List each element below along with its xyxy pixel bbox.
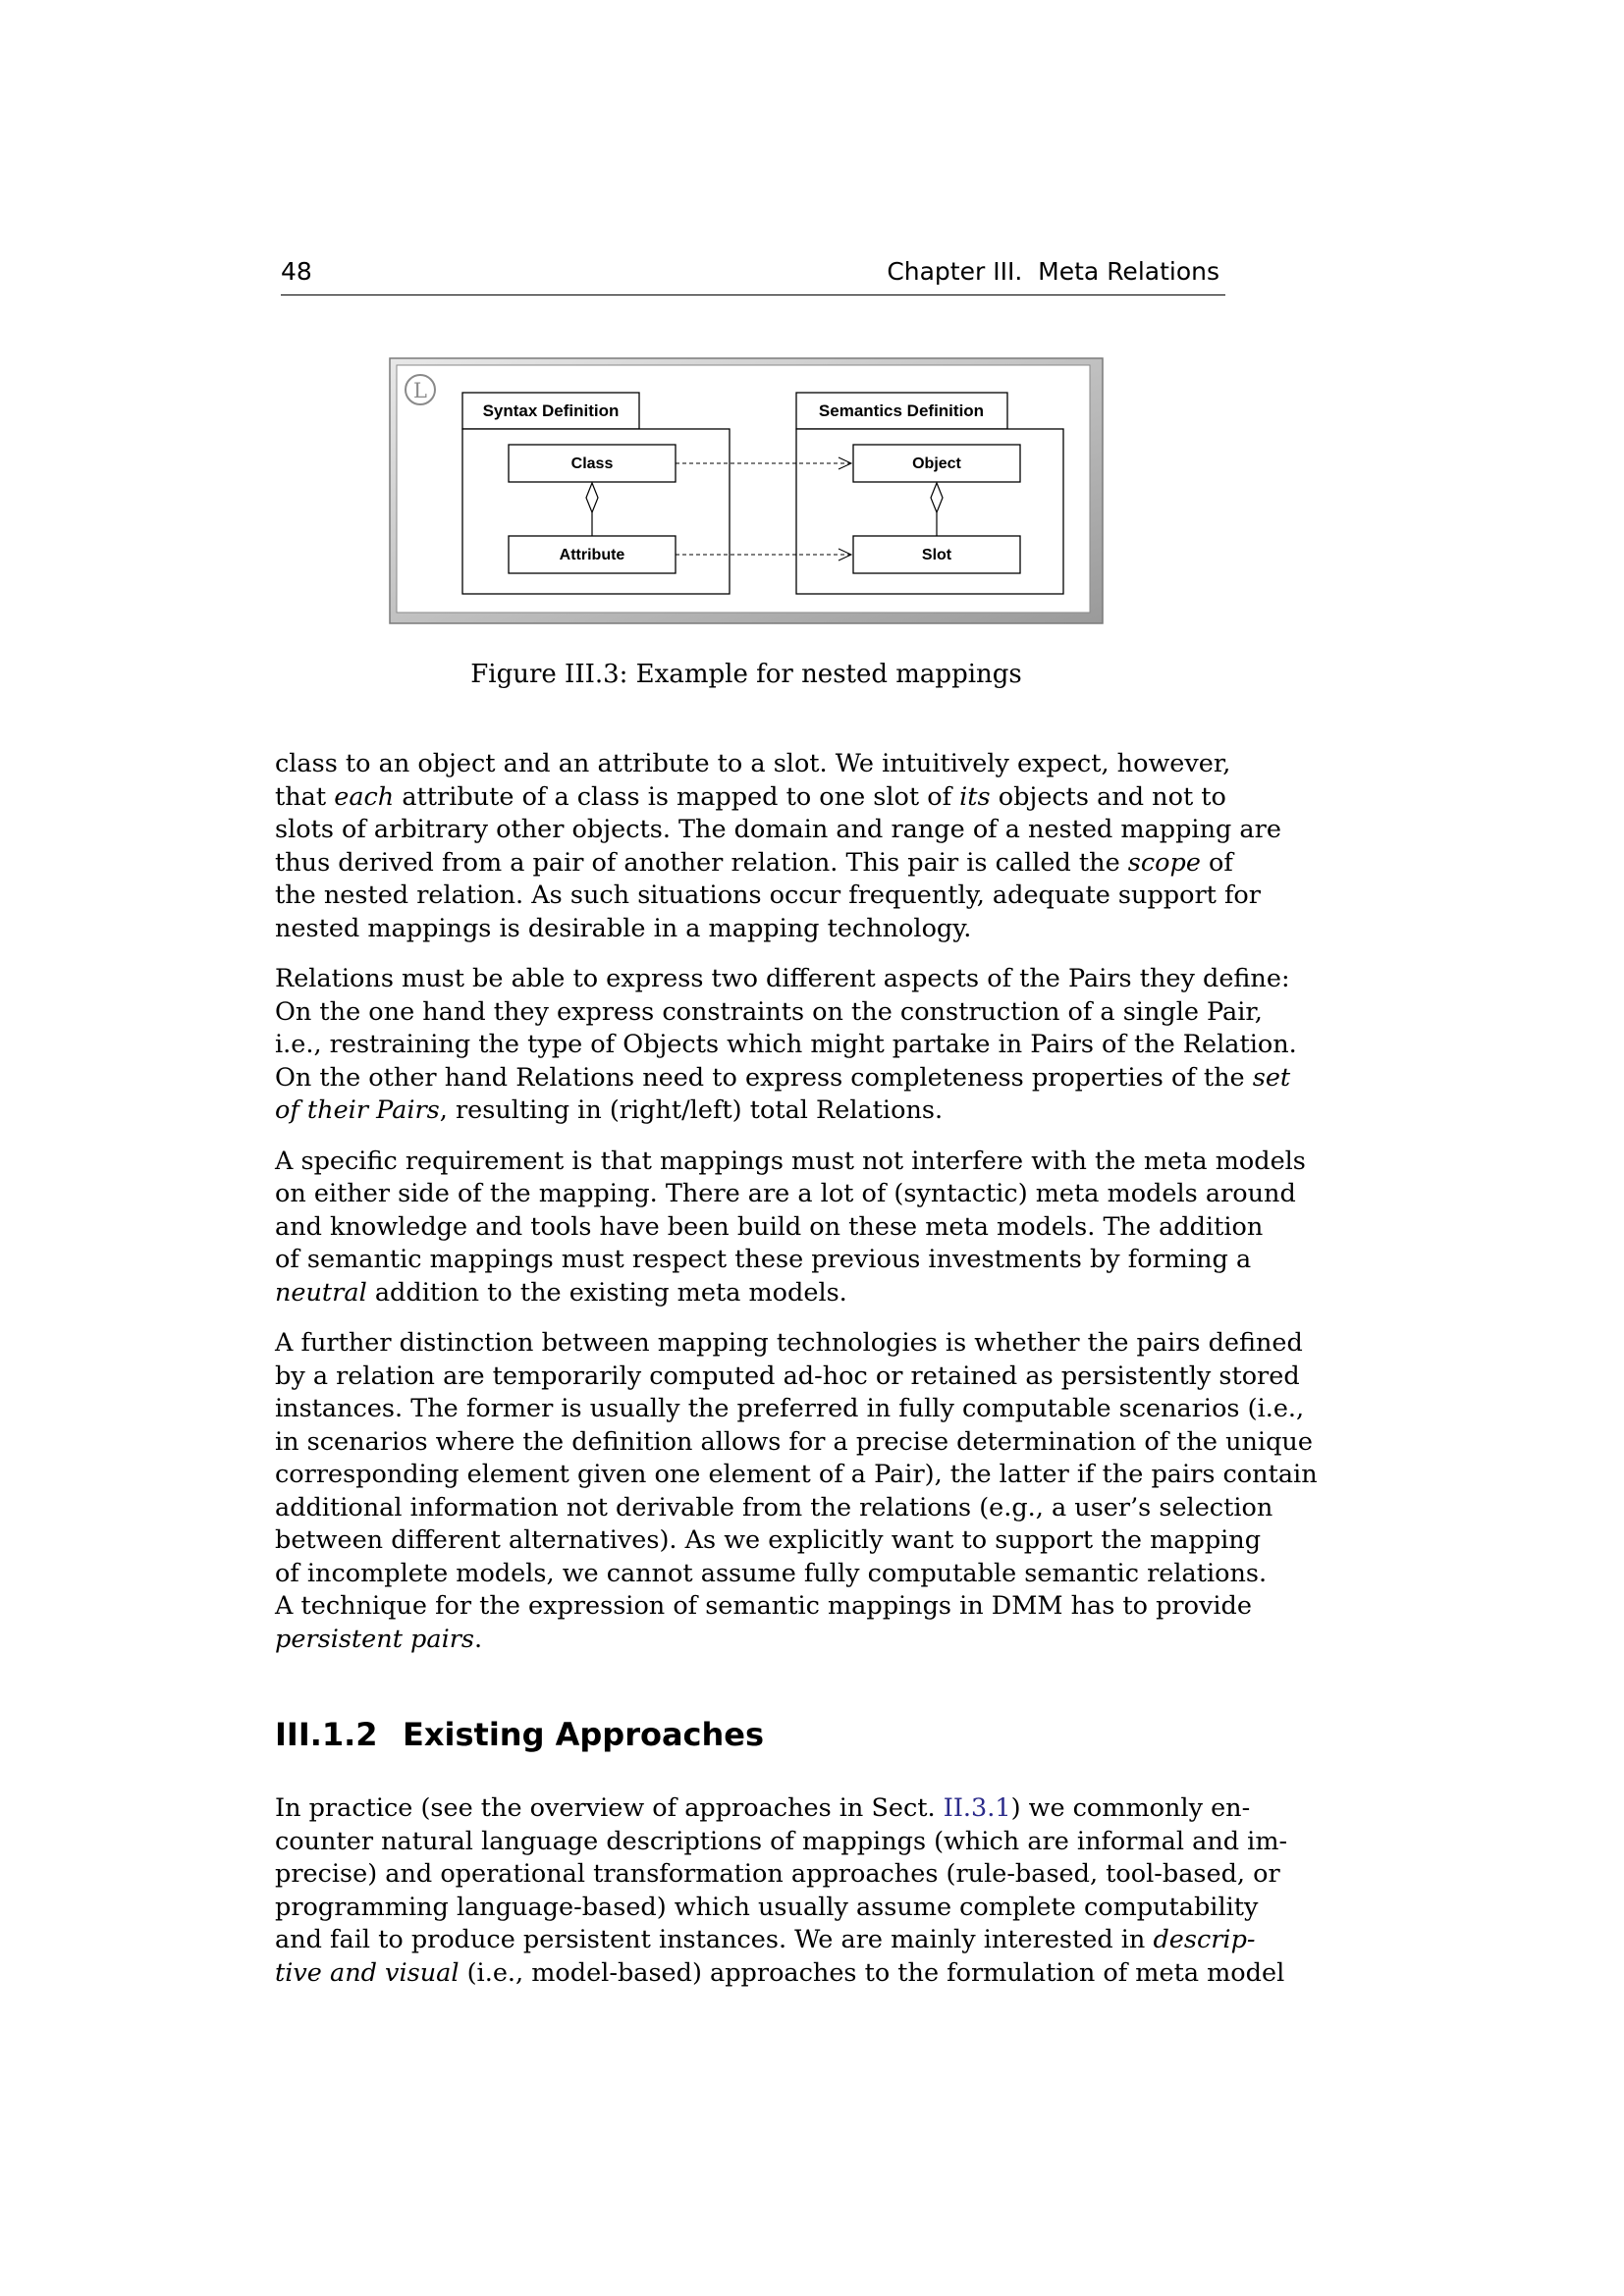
text-line — [275, 1524, 1262, 1558]
text-run: by a relation are temporarily computed ad-hoc or retained as persistently stored — [275, 1361, 1300, 1391]
paragraph — [275, 963, 1297, 1128]
text-run: objects and not to — [990, 781, 1226, 812]
emphasis: each — [334, 781, 395, 812]
paragraph — [275, 748, 1281, 945]
emphasis: its — [959, 781, 991, 812]
text-run: and fail to produce persistent instances. We are mainly interested in — [275, 1925, 1154, 1954]
emphasis: tive and visual — [275, 1957, 460, 1988]
text-run: between different alternatives). As we explicitly want to support the mapping — [275, 1525, 1262, 1555]
text-line — [275, 880, 1261, 913]
text-line — [275, 1492, 1273, 1525]
text-line — [275, 1062, 1291, 1095]
badge-letter: L — [413, 379, 427, 402]
text-line — [275, 913, 1220, 946]
text-run: that — [275, 781, 335, 812]
object-label: Object — [912, 455, 961, 472]
text-line — [275, 1459, 1318, 1492]
emphasis: neutral — [275, 1277, 367, 1308]
text-run: programming language-based) which usually assume complete computability — [275, 1892, 1259, 1922]
emphasis: of their Pairs — [275, 1095, 440, 1125]
attribute-label: Attribute — [559, 547, 625, 563]
text-line — [275, 1244, 1252, 1277]
uml-diagram — [389, 357, 1104, 624]
text-run: of — [1200, 847, 1233, 878]
text-line — [275, 1858, 1280, 1892]
text-run: . — [474, 1624, 483, 1654]
text-run: in scenarios where the definition allows for a precise determination of the unique — [275, 1426, 1313, 1457]
figure-caption: Figure III.3: Example for nested mappings — [470, 660, 1022, 689]
text-run: slots of arbitrary other objects. The domain and range of a nested mapping are — [275, 815, 1281, 844]
text-run: nested mappings is desirable in a mapping technology. — [275, 913, 972, 943]
section-number: III.1.2 — [275, 1716, 378, 1753]
running-header — [281, 257, 1225, 295]
text-line — [275, 1178, 1296, 1211]
text-line — [275, 996, 1263, 1030]
text-run: A technique for the expression of semantic mappings in DMM has to provide — [275, 1591, 1252, 1621]
text-run: additional information not derivable from the relations (e.g., a user’s selection — [275, 1492, 1273, 1522]
figure-nested-mappings — [389, 357, 1104, 624]
text-line — [275, 1957, 1285, 1991]
text-line — [275, 1146, 1306, 1179]
text-line — [275, 1892, 1259, 1925]
text-run: A specific requirement is that mappings must not interfere with the meta models — [275, 1146, 1306, 1176]
text-run: ) we commonly en- — [1010, 1793, 1251, 1823]
text-run: and knowledge and tools have been build on these meta models. The addition — [275, 1211, 1264, 1242]
emphasis: set — [1252, 1062, 1291, 1093]
text-run: thus derived from a pair of another relation. This pair is called the — [275, 847, 1128, 878]
text-run: class to an object and an attribute to a slot. We intuitively expect, however, — [275, 749, 1231, 778]
text-line — [275, 963, 1290, 996]
text-run: on either side of the mapping. There are a lot of (syntactic) meta models around — [275, 1179, 1296, 1208]
slot-label: Slot — [921, 547, 952, 563]
text-line — [275, 814, 1281, 847]
text-line — [275, 1095, 1220, 1128]
text-run: attribute of a class is mapped to one slot of — [394, 781, 960, 812]
text-run: of semantic mappings must respect these previous investments by forming a — [275, 1245, 1252, 1274]
text-line — [275, 1361, 1300, 1394]
package-title: Semantics Definition — [818, 401, 985, 420]
text-line — [275, 1558, 1268, 1591]
section-heading — [275, 1716, 1220, 1753]
text-line — [275, 1327, 1303, 1361]
text-line — [275, 1924, 1256, 1957]
section-body-text — [275, 1792, 1288, 2007]
class-label: Class — [570, 455, 614, 472]
text-line — [275, 1426, 1313, 1460]
text-line — [275, 1029, 1297, 1062]
text-run: i.e., restraining the type of Objects which might partake in Pairs of the Relation. — [275, 1030, 1297, 1059]
text-run: counter natural language descriptions of mappings (which are informal and im- — [275, 1826, 1288, 1856]
package-title: Syntax Definition — [482, 401, 620, 420]
text-run: precise) and operational transformation approaches (rule-based, tool-based, or — [275, 1859, 1280, 1889]
chapter-title: Chapter III. Meta Relations — [887, 257, 1219, 286]
text-line — [275, 1211, 1264, 1245]
cross-reference-link[interactable]: II.3.1 — [943, 1793, 1011, 1823]
text-line — [275, 748, 1231, 781]
text-run: corresponding element given one element of a Pair), the latter if the pairs contain — [275, 1460, 1318, 1489]
text-line — [275, 847, 1233, 881]
text-line — [275, 1792, 1251, 1826]
page-number: 48 — [281, 257, 312, 286]
text-run: On the one hand they express constraints on the construction of a single Pair, — [275, 996, 1263, 1027]
paragraph — [275, 1327, 1318, 1656]
paragraph — [275, 1146, 1306, 1310]
text-run: On the other hand Relations need to express completeness properties of the — [275, 1062, 1253, 1093]
text-run: A further distinction between mapping technologies is whether the pairs defined — [275, 1328, 1303, 1358]
body-text — [275, 748, 1318, 1674]
text-run: In practice (see the overview of approaches in Sect. — [275, 1793, 944, 1823]
text-run: of incomplete models, we cannot assume fully computable semantic relations. — [275, 1558, 1268, 1588]
emphasis: scope — [1127, 847, 1201, 878]
text-line — [275, 1826, 1288, 1859]
text-line — [275, 1277, 1220, 1310]
section-title: Existing Approaches — [403, 1716, 765, 1753]
text-line — [275, 1393, 1305, 1426]
text-run: (i.e., model-based) approaches to the formulation of meta model — [459, 1957, 1285, 1988]
text-run: addition to the existing meta models. — [366, 1277, 847, 1308]
text-run: the nested relation. As such situations occur frequently, adequate support for — [275, 881, 1261, 910]
layer-badge-icon — [406, 375, 435, 404]
paragraph — [275, 1792, 1288, 1990]
emphasis: persistent pairs — [275, 1624, 475, 1654]
text-run: instances. The former is usually the preferred in fully computable scenarios (i.e., — [275, 1394, 1305, 1423]
text-run: Relations must be able to express two different aspects of the Pairs they define: — [275, 964, 1290, 993]
text-run: , resulting in (right/left) total Relations. — [439, 1095, 944, 1125]
text-line — [275, 781, 1226, 815]
text-line — [275, 1624, 1220, 1657]
text-line — [275, 1590, 1252, 1624]
emphasis: descrip- — [1153, 1925, 1256, 1954]
